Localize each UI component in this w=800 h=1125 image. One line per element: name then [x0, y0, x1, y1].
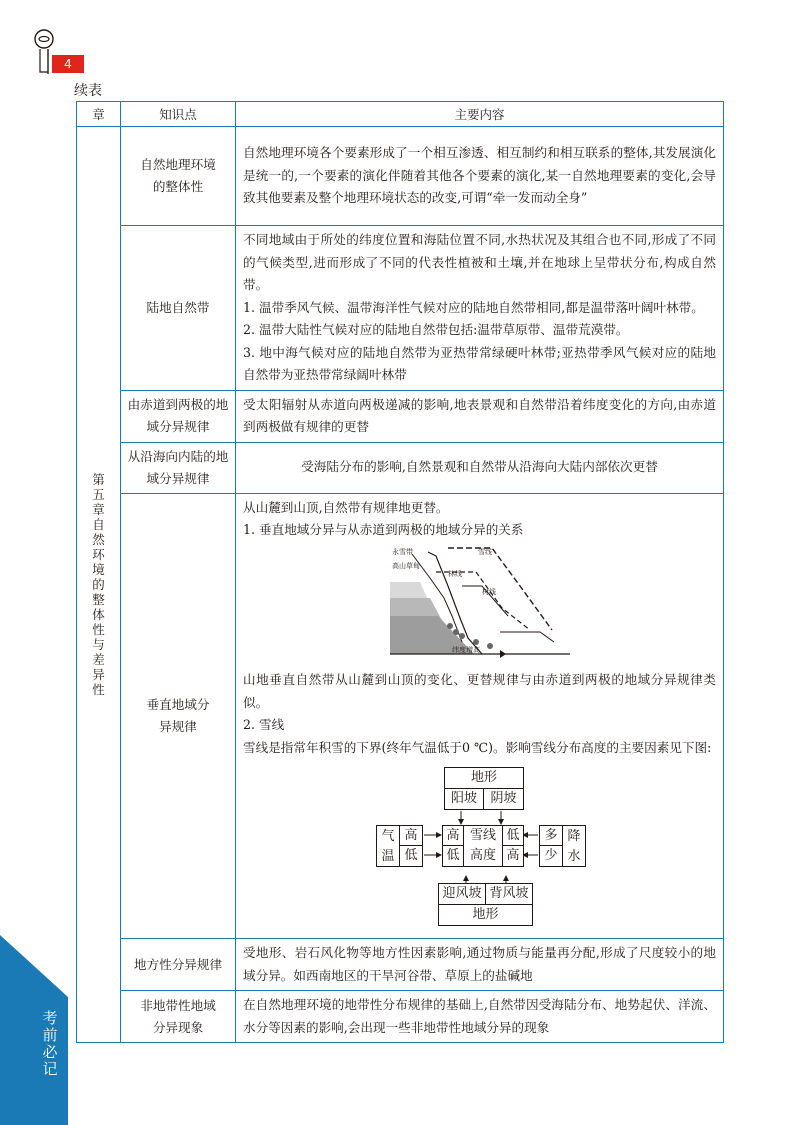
content-cell: 受地形、岩石风化物等地方性因素影响,通过物质与能量再分配,形成了尺度较小的地域分异。如西南地区的干旱河谷带、草原上的盐碱地 [236, 939, 724, 991]
flow-left-title [376, 825, 400, 867]
flow-left-a: 高 [399, 825, 423, 846]
point-cell [121, 493, 236, 939]
point-cell [121, 390, 236, 442]
point-label: 自然地理环境的整体性 [140, 157, 216, 194]
point-label: 非地带性地域分异现象 [140, 997, 216, 1035]
table-caption: 续表 [74, 83, 102, 99]
content-line: 不同地域由于所处的纬度位置和海陆位置不同,水热状况及其组合也不同,形成了不同的气候类型,进而形成了不同的代表性植被和土壤,并在地球上呈带状分布,构成自然带。 [243, 232, 716, 292]
label-forest-line: 林线 [448, 569, 462, 578]
label-snow-line: 雪线 [478, 547, 492, 556]
table-row [77, 442, 724, 493]
content-line: 从山麓到山顶,自然带有规律地更替。 [243, 499, 449, 515]
label-snow: 永雪带 [392, 547, 413, 556]
table-row [77, 493, 724, 939]
content-cell: 在自然地理环境的地带性分布规律的基础上,自然带因受海陆分布、地势起伏、洋流、水分等因素的影响,会出现一些非地带性地域分异的现象 [236, 991, 724, 1043]
flow-top-title: 地形 [444, 767, 524, 789]
content-line: 3. 地中海气候对应的陆地自然带为亚热带常绿硬叶林带;亚热带季风气候对应的陆地自然带为亚热带常绿阔叶林带 [243, 344, 716, 382]
vertical-zonation-figure [390, 546, 570, 658]
flow-center-b: 低 [442, 845, 464, 867]
point-cell: 陆地自然带 [121, 226, 236, 391]
content-cell [236, 226, 724, 391]
label-latitude: 纬度增高 [452, 645, 480, 654]
header-point: 知识点 [121, 102, 236, 127]
page-number: 4 [52, 55, 84, 73]
table-row [77, 226, 724, 391]
point-cell: 地方性分异规律 [121, 939, 236, 991]
table-row [77, 939, 724, 991]
point-label: 从沿海向内陆的地域分异规律 [127, 448, 229, 486]
flow-bottom-title: 地形 [438, 904, 533, 926]
flow-center-c: 低 [502, 825, 524, 846]
content-line: 1. 温带季风气候、温带海洋性气候对应的陆地自然带相同,都是温带落叶阔叶林带。 [243, 299, 704, 315]
content-cell: 受海陆分布的影响,自然景观和自然带从沿海向大陆内部依次更替 [236, 442, 724, 493]
flow-right-a: 多 [539, 825, 563, 846]
flow-right-title-text: 降水 [567, 829, 581, 864]
table-row [77, 390, 724, 442]
content-line: 2. 雪线 [243, 717, 285, 732]
chapter-label: 第五章 自然环境的整体性与差异性 [92, 472, 105, 697]
label-alpine: 高山草甸 [392, 561, 420, 570]
flow-top-b: 阴坡 [483, 788, 524, 810]
flow-bottom-b: 背风坡 [485, 883, 533, 905]
point-cell [121, 442, 236, 493]
chapter-cell [77, 127, 121, 1043]
knowledge-table [76, 101, 724, 1043]
flow-center-d: 高 [502, 845, 524, 867]
content-cell: 自然地理环境各个要素形成了一个相互渗透、相互制约和相互联系的整体,其发展演化是统一的,一个要素的演化伴随着其他各个要素的演化,某一自然地理要素的变化,会导致其他要素及整个地理环境状态的改变,可谓“牵一发而动全身” [236, 127, 724, 226]
table-row [77, 991, 724, 1043]
content-line: 2. 温带大陆性气候对应的陆地自然带包括:温带草原带、温带荒漠带。 [243, 322, 629, 337]
snowline-factor-diagram [376, 767, 596, 929]
point-label: 由赤道到两极的地域分异规律 [127, 397, 229, 434]
flow-top-a: 阳坡 [444, 788, 484, 810]
flow-left-b: 低 [399, 845, 423, 867]
content-cell: 受太阳辐射从赤道向两极递减的影响,地表景观和自然带沿着纬度变化的方向,由赤道到两极做有规律的更替 [236, 390, 724, 442]
flow-bottom-a: 迎风坡 [438, 883, 486, 905]
content-line: 山地垂直自然带从山麓到山顶的变化、更替规律与由赤道到两极的地域分异规律类似。 [243, 672, 716, 710]
content-line: 雪线是指常年积雪的下界(终年气温低于0 ℃)。影响雪线分布高度的主要因素见下图: [243, 739, 712, 755]
flow-center-title [463, 825, 503, 867]
point-cell [121, 991, 236, 1043]
flow-right-title [562, 825, 586, 867]
header-chapter: 章 [77, 102, 121, 127]
table-header-row [77, 102, 724, 127]
table-row [77, 127, 724, 226]
header-content: 主要内容 [236, 102, 724, 127]
label-tree-line: 树线 [482, 587, 496, 596]
point-cell [121, 127, 236, 226]
content-cell [236, 493, 724, 939]
flow-right-b: 少 [539, 845, 563, 867]
point-label: 垂直地域分异规律 [146, 696, 210, 734]
side-label: 考前必记 [42, 1009, 58, 1078]
content-line: 1. 垂直地域分异与从赤道到两极的地域分异的关系 [243, 522, 524, 537]
flow-center-a: 高 [442, 825, 464, 846]
flow-center-title-text: 雪线高度 [469, 828, 496, 863]
flow-left-title-text: 气温 [381, 829, 395, 864]
